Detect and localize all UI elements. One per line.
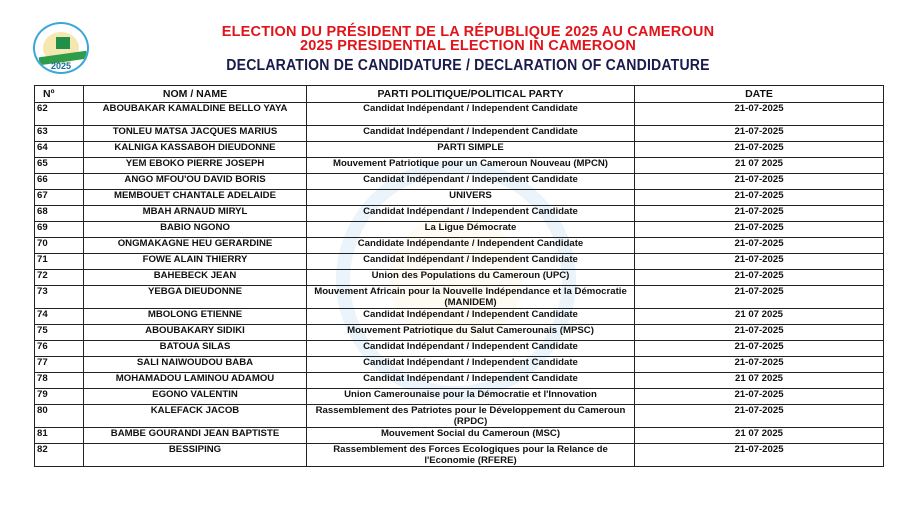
table-row <box>35 286 884 309</box>
political-party: Union des Populations du Cameroun (UPC) <box>307 270 635 286</box>
table-header-row <box>35 86 884 103</box>
candidates-table <box>34 85 884 467</box>
political-party: Candidat Indépendant / Independent Candidate <box>307 309 635 325</box>
candidate-name: YEM EBOKO PIERRE JOSEPH <box>84 158 307 174</box>
table-row <box>35 206 884 222</box>
table-row <box>35 357 884 373</box>
table-row <box>35 405 884 428</box>
candidate-name: BAHEBECK JEAN <box>84 270 307 286</box>
declaration-date: 21 07 2025 <box>635 309 884 325</box>
declaration-date: 21-07-2025 <box>635 126 884 142</box>
political-party: Candidat Indépendant / Independent Candidate <box>307 206 635 222</box>
declaration-date: 21-07-2025 <box>635 142 884 158</box>
political-party: PARTI SIMPLE <box>307 142 635 158</box>
political-party: Mouvement Patriotique pour un Cameroun Nouveau (MPCN) <box>307 158 635 174</box>
table-row <box>35 325 884 341</box>
candidate-name: FOWE ALAIN THIERRY <box>84 254 307 270</box>
table-row <box>35 103 884 126</box>
candidate-name: BESSIPING <box>84 444 307 467</box>
candidate-name: BABIO NGONO <box>84 222 307 238</box>
table-row <box>35 389 884 405</box>
political-party: Union Camerounaise pour la Démocratie et l'Innovation <box>307 389 635 405</box>
political-party: Candidat Indépendant / Independent Candidate <box>307 357 635 373</box>
page-title-fr: ELECTION DU PRÉSIDENT DE LA RÉPUBLIQUE 2025 AU CAMEROUN <box>221 24 715 40</box>
political-party: Rassemblement des Forces Ecologiques pour la Relance de l'Economie (RFERE) <box>307 444 635 467</box>
declaration-date: 21 07 2025 <box>635 428 884 444</box>
declaration-date: 21-07-2025 <box>635 286 884 309</box>
table-row <box>35 444 884 467</box>
declaration-date: 21-07-2025 <box>635 103 884 126</box>
political-party: Mouvement Africain pour la Nouvelle Indépendance et la Démocratie (MANIDEM) <box>307 286 635 309</box>
declaration-date: 21-07-2025 <box>635 254 884 270</box>
row-number: 67 <box>35 190 84 206</box>
row-number: 77 <box>35 357 84 373</box>
table-row <box>35 270 884 286</box>
table-row <box>35 158 884 174</box>
candidate-name: ABOUBAKAR KAMALDINE BELLO YAYA <box>84 103 307 126</box>
candidate-name: BAMBE GOURANDI JEAN BAPTISTE <box>84 428 307 444</box>
political-party: Candidat Indépendant / Independent Candidate <box>307 174 635 190</box>
row-number: 64 <box>35 142 84 158</box>
row-number: 78 <box>35 373 84 389</box>
table-row <box>35 341 884 357</box>
candidate-name: MBOLONG ETIENNE <box>84 309 307 325</box>
row-number: 75 <box>35 325 84 341</box>
row-number: 62 <box>35 103 84 126</box>
table-row <box>35 309 884 325</box>
declaration-date: 21-07-2025 <box>635 341 884 357</box>
political-party: UNIVERS <box>307 190 635 206</box>
row-number: 80 <box>35 405 84 428</box>
row-number: 74 <box>35 309 84 325</box>
political-party: Candidat Indépendant / Independent Candidate <box>307 373 635 389</box>
column-header-number: Nº <box>35 86 84 103</box>
table-row <box>35 142 884 158</box>
table-row <box>35 254 884 270</box>
candidate-name: ABOUBAKARY SIDIKI <box>84 325 307 341</box>
declaration-date: 21-07-2025 <box>635 357 884 373</box>
candidate-name: BATOUA SILAS <box>84 341 307 357</box>
declaration-date: 21 07 2025 <box>635 158 884 174</box>
column-header-name: NOM / NAME <box>84 86 307 103</box>
candidate-name: TONLEU MATSA JACQUES MARIUS <box>84 126 307 142</box>
column-header-party: PARTI POLITIQUE/POLITICAL PARTY <box>307 86 635 103</box>
row-number: 68 <box>35 206 84 222</box>
logo-year: 2025 <box>50 61 72 71</box>
political-party: Mouvement Social du Cameroun (MSC) <box>307 428 635 444</box>
declaration-date: 21-07-2025 <box>635 206 884 222</box>
row-number: 69 <box>35 222 84 238</box>
declaration-date: 21-07-2025 <box>635 222 884 238</box>
declaration-date: 21-07-2025 <box>635 325 884 341</box>
declaration-date: 21-07-2025 <box>635 238 884 254</box>
row-number: 65 <box>35 158 84 174</box>
table-row <box>35 190 884 206</box>
row-number: 72 <box>35 270 84 286</box>
candidate-name: KALEFACK JACOB <box>84 405 307 428</box>
table-row <box>35 428 884 444</box>
candidate-name: MBAH ARNAUD MIRYL <box>84 206 307 222</box>
page-title-en: 2025 PRESIDENTIAL ELECTION IN CAMEROON <box>299 38 637 54</box>
table-row <box>35 238 884 254</box>
political-party: Candidate Indépendante / Independent Candidate <box>307 238 635 254</box>
candidate-name: MEMBOUET CHANTALE ADELAIDE <box>84 190 307 206</box>
candidate-name: ONGMAKAGNE HEU GERARDINE <box>84 238 307 254</box>
row-number: 73 <box>35 286 84 309</box>
declaration-date: 21-07-2025 <box>635 270 884 286</box>
political-party: La Ligue Démocrate <box>307 222 635 238</box>
row-number: 82 <box>35 444 84 467</box>
row-number: 71 <box>35 254 84 270</box>
row-number: 79 <box>35 389 84 405</box>
row-number: 81 <box>35 428 84 444</box>
candidate-name: ANGO MFOU'OU DAVID BORIS <box>84 174 307 190</box>
declaration-date: 21-07-2025 <box>635 444 884 467</box>
row-number: 70 <box>35 238 84 254</box>
column-header-date: DATE <box>635 86 884 103</box>
declaration-date: 21-07-2025 <box>635 190 884 206</box>
table-row <box>35 126 884 142</box>
declaration-date: 21 07 2025 <box>635 373 884 389</box>
table-row <box>35 222 884 238</box>
row-number: 63 <box>35 126 84 142</box>
declaration-date: 21-07-2025 <box>635 174 884 190</box>
candidate-name: EGONO VALENTIN <box>84 389 307 405</box>
candidate-name: KALNIGA KASSABOH DIEUDONNE <box>84 142 307 158</box>
table-row <box>35 174 884 190</box>
political-party: Candidat Indépendant / Independent Candidate <box>307 103 635 126</box>
candidate-name: MOHAMADOU LAMINOU ADAMOU <box>84 373 307 389</box>
political-party: Candidat Indépendant / Independent Candidate <box>307 341 635 357</box>
page-subtitle: DECLARATION DE CANDIDATURE / DECLARATION OF CANDIDATURE <box>226 57 710 74</box>
political-party: Candidat Indépendant / Independent Candidate <box>307 254 635 270</box>
row-number: 76 <box>35 341 84 357</box>
declaration-date: 21-07-2025 <box>635 405 884 428</box>
candidate-name: YEBGA DIEUDONNE <box>84 286 307 309</box>
political-party: Mouvement Patriotique du Salut Camerounais (MPSC) <box>307 325 635 341</box>
table-row <box>35 373 884 389</box>
political-party: Candidat Indépendant / Independent Candidate <box>307 126 635 142</box>
table-body <box>35 103 884 467</box>
row-number: 66 <box>35 174 84 190</box>
candidate-name: SALI NAIWOUDOU BABA <box>84 357 307 373</box>
declaration-date: 21-07-2025 <box>635 389 884 405</box>
political-party: Rassemblement des Patriotes pour le Développement du Cameroun (RPDC) <box>307 405 635 428</box>
